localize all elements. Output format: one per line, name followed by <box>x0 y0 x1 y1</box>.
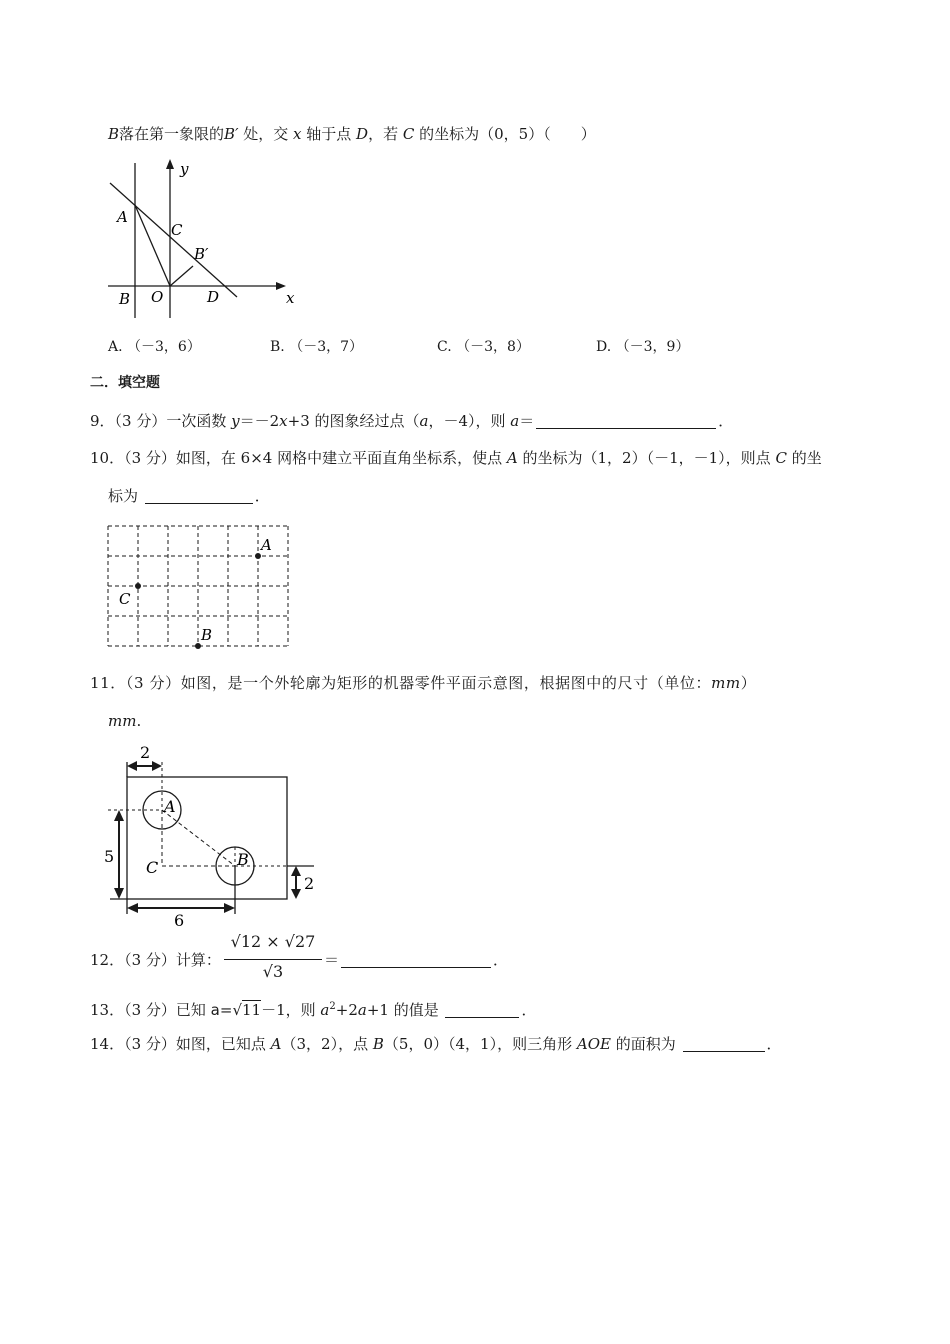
choice-letter: D. <box>596 339 612 355</box>
choice-letter: B. <box>270 339 285 355</box>
choice-c[interactable] <box>437 336 530 356</box>
q8-text-part: 落在第一象限的 <box>119 125 225 143</box>
choice-value: （－3，8） <box>456 339 530 355</box>
fig-label-bprime: B′ <box>194 245 209 263</box>
q13-text: ． <box>521 1001 537 1019</box>
q13-text: 13．（3 分）已知 <box>90 1001 211 1019</box>
x-axis-ref: x <box>293 125 302 143</box>
q13: 13．（3 分）已知 a=√11－1，则 $a^2+2a+1$ 的值是 ． <box>90 1001 537 1019</box>
q10-text: 标为 <box>108 487 143 505</box>
grid-label-a: A <box>261 536 272 554</box>
q14-answer-blank[interactable] <box>683 1037 765 1052</box>
q14-text: 的面积为 <box>610 1035 681 1053</box>
q12-answer-blank[interactable] <box>341 953 491 968</box>
q9-text: ＝ <box>519 412 535 430</box>
q13-exponent: 2 <box>329 1001 336 1012</box>
q9-var-y: y <box>231 412 240 430</box>
q13-var-a: a <box>210 1001 220 1019</box>
hole-b-label: B <box>237 850 249 869</box>
q11-text: ） <box>740 674 757 692</box>
q14-text: （3，2），点 <box>281 1035 373 1053</box>
q13-var-a: a <box>320 1001 330 1019</box>
q10-line2 <box>108 486 270 506</box>
q9-answer-blank[interactable] <box>536 414 716 429</box>
fig-label-b: B <box>119 290 131 308</box>
hole-a-label: A <box>164 797 176 816</box>
q9-var-a: a <box>419 412 429 430</box>
dim-top-label: 2 <box>140 743 151 762</box>
fig-label-a: A <box>117 208 128 226</box>
point-c-label: C <box>402 125 415 143</box>
radicand-12: 12 <box>240 932 262 951</box>
choice-a[interactable] <box>108 336 201 356</box>
q14-triangle-aoe: AOE <box>576 1035 611 1053</box>
dim-bottom-label: 6 <box>174 911 185 930</box>
q8-text <box>108 124 596 144</box>
q11-line1 <box>90 673 756 693</box>
q14-text: 14．（3 分）如图，已知点 <box>90 1035 271 1053</box>
choice-value: （－3，6） <box>127 339 201 355</box>
q9-text: +3 的图象经过点（ <box>287 412 420 430</box>
x-axis-label: x <box>286 289 295 307</box>
q10-text: 10．（3 分）如图，在 6×4 网格中建立平面直角坐标系，使点 <box>90 449 507 467</box>
q14-point-a: A <box>270 1035 282 1053</box>
fraction-bar <box>224 959 322 960</box>
q9-text: ，－4），则 <box>428 412 511 430</box>
q14-point-b: B <box>372 1035 384 1053</box>
point-d-label: D <box>356 125 369 143</box>
section-heading: 二．填空题 <box>90 375 160 391</box>
fig-label-o: O <box>151 288 164 306</box>
fig-label-c: C <box>171 221 183 239</box>
choice-letter: A. <box>108 339 123 355</box>
q13-text: +1 的值是 <box>366 1001 444 1019</box>
q14-text: ． <box>766 1035 782 1053</box>
q9 <box>90 411 733 431</box>
q10-text: 的坐标为（1，2）（－1，－1），则点 <box>517 449 776 467</box>
point-c-label: C <box>146 858 159 877</box>
q10-point-c: C <box>775 449 787 467</box>
q14-text: （5，0）（4，1），则三角形 <box>383 1035 577 1053</box>
q10-line1 <box>90 448 822 468</box>
radicand-27: 27 <box>294 932 316 951</box>
point-bprime-label: B′ <box>224 125 239 143</box>
q9-text: 9．（3 分）一次函数 <box>90 412 232 430</box>
q9-text: ＝－2 <box>239 412 280 430</box>
q8-figure <box>100 155 310 325</box>
q14 <box>90 1034 782 1054</box>
q9-var-x: x <box>279 412 288 430</box>
fig-label-d: D <box>207 288 220 306</box>
q12-fraction <box>222 932 324 988</box>
y-axis-label: y <box>180 160 189 178</box>
q10-text: ． <box>254 487 270 505</box>
grid-label-c: C <box>119 590 131 608</box>
radicand-3: 3 <box>273 962 284 981</box>
q12-answer <box>324 950 508 970</box>
choice-b[interactable] <box>270 336 363 356</box>
q13-var-a: a <box>357 1001 367 1019</box>
q12-text: ． <box>493 951 509 969</box>
choice-letter: C. <box>437 339 452 355</box>
q8-text-part: 的坐标为（0，5）（ ） <box>414 125 596 143</box>
point-b-label: B <box>108 125 120 143</box>
q11-unit: mm <box>108 712 137 730</box>
fraction-numerator: √12 × √27 <box>230 932 316 951</box>
q13-text: = <box>219 1001 233 1019</box>
q13-text: －1，则 <box>261 1001 321 1019</box>
q10-text: 的坐 <box>786 449 822 467</box>
q11-unit: mm <box>711 674 741 692</box>
q13-answer-blank[interactable] <box>445 1003 519 1018</box>
q8-text-part: ，若 <box>368 125 403 143</box>
choice-value: （－3，7） <box>289 339 364 355</box>
times-sign: × <box>266 932 280 951</box>
q8-text-part: 处，交 <box>238 125 294 143</box>
choice-value: （－3，9） <box>615 339 690 355</box>
radicand-11: 11 <box>242 1001 262 1019</box>
grid-point-c <box>135 583 141 589</box>
q9-var-a: a <box>510 412 520 430</box>
q11-line2 <box>108 711 141 731</box>
q12-text: ＝ <box>324 951 340 969</box>
q10-grid-figure <box>100 520 300 655</box>
dim-right-label: 2 <box>304 874 315 893</box>
fraction-denominator: √3 <box>262 962 284 981</box>
q8-text-part: 轴于点 <box>301 125 357 143</box>
q10-point-a: A <box>506 449 518 467</box>
q11-text: . <box>136 712 142 730</box>
q11-text: 11．（3 分）如图，是一个外轮廓为矩形的机器零件平面示意图，根据图中的尺寸（单位： <box>90 674 712 692</box>
q11-figure <box>100 742 330 930</box>
q9-text: ． <box>718 412 734 430</box>
q12-prefix: 12．（3 分）计算： <box>90 951 221 969</box>
q10-answer-blank[interactable] <box>145 489 253 504</box>
grid-label-b: B <box>201 626 213 644</box>
q13-text: +2 <box>335 1001 358 1019</box>
dim-left-label: 5 <box>104 847 115 866</box>
choice-d[interactable] <box>596 336 689 356</box>
